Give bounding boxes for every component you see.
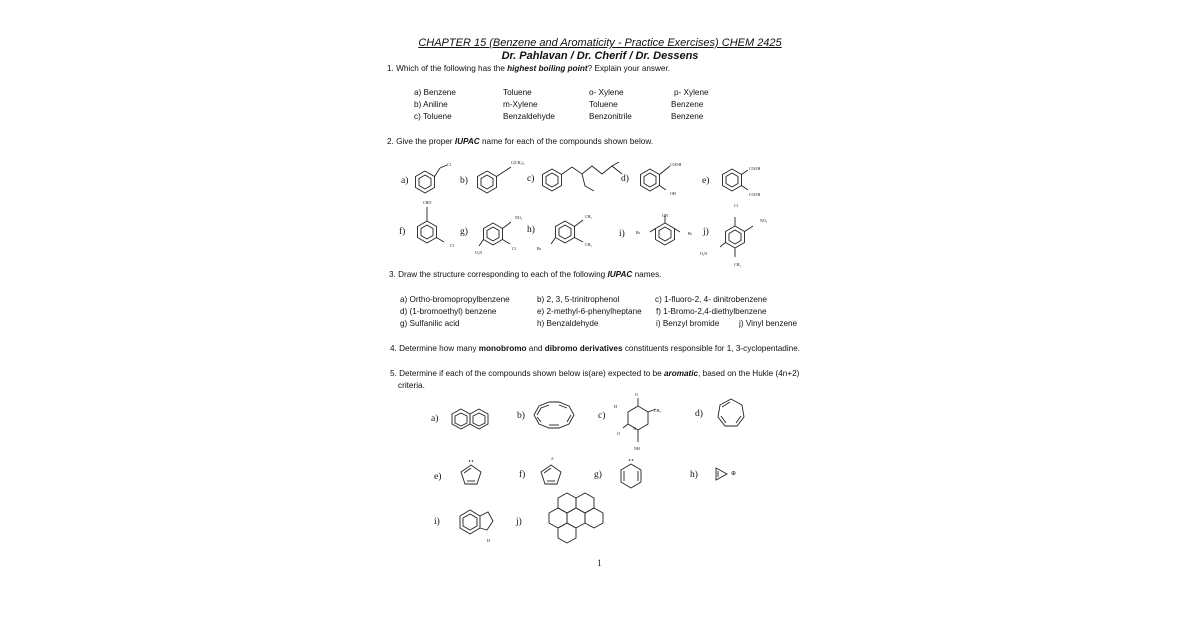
sub-br-i1: Br: [636, 230, 640, 235]
q3-item-b: b) 2, 3, 5-trinitrophenol: [537, 295, 620, 304]
structure-5c: [623, 398, 656, 442]
sub-cho-f: CHO: [423, 200, 432, 205]
sub-oh-i: OH: [662, 213, 668, 218]
sub-cooh-e1: COOH: [749, 166, 761, 171]
sub-cl-f: Cl: [450, 243, 454, 248]
structure-2a: [416, 165, 448, 193]
q3-text: 3. Draw the structure corresponding to each of the following: [389, 270, 608, 279]
structure-2d: [641, 166, 671, 191]
q1-row-a-c2: Toluene: [503, 88, 532, 97]
q4-text-mid: and: [526, 344, 545, 353]
sub-cooh-d: COOH: [670, 162, 682, 167]
q5-label-e: e): [434, 472, 442, 482]
sub-cl-g: Cl: [512, 246, 516, 251]
sub-no2-g: NO₂: [515, 215, 523, 220]
q2-text: 2. Give the proper: [387, 137, 455, 146]
q2-label-j: j): [703, 227, 709, 237]
q4-bold-2: dibromo derivatives: [544, 344, 623, 353]
q1-row-b-c4: Benzene: [671, 100, 704, 109]
q3-item-i: i) Benzyl bromide: [656, 319, 720, 328]
structure-5a: [452, 409, 488, 429]
q5-label-a: a): [431, 414, 439, 424]
q2-label-c: c): [527, 174, 535, 184]
q5-text: 5. Determine if each of the compounds shown below is(are) expected to be: [390, 369, 664, 378]
q3-item-j: j) Vinyl benzene: [739, 319, 798, 328]
q5-label-c: c): [598, 411, 606, 421]
structure-5i: [460, 510, 493, 534]
q5-label-f: f): [519, 470, 526, 480]
sub-o-top: O: [635, 392, 638, 397]
q2-label-i: i): [619, 229, 625, 239]
document-title: CHAPTER 15 (Benzene and Aromaticity - Practice Exercises) CHEM 2425: [418, 37, 782, 49]
question-5: [390, 369, 799, 378]
structure-2e: [723, 169, 749, 191]
structure-5b: [534, 402, 574, 428]
sub-br-h: Br: [537, 246, 541, 251]
q5-label-g: g): [594, 470, 602, 480]
document-authors: Dr. Pahlavan / Dr. Cherif / Dr. Dessens: [501, 50, 699, 62]
question-2: [387, 137, 653, 146]
sub-ch3-j: CH₃: [734, 262, 741, 267]
q2-label-g: g): [460, 227, 468, 237]
structure-5f: [541, 465, 561, 484]
sub-oh-d: OH: [670, 191, 676, 196]
q1-row-a-c1: a) Benzene: [414, 88, 456, 97]
sub-h-c: H: [614, 404, 617, 409]
structure-5g: [621, 459, 641, 488]
q5-text-end: , based on the Hukle (4n+2): [698, 369, 800, 378]
structure-2i: [650, 216, 680, 245]
q4-text: 4. Determine how many: [390, 344, 479, 353]
sub-br-i2: Br: [688, 231, 692, 236]
q5-label-b: b): [517, 411, 525, 421]
sub-cl-a: Cl: [447, 162, 451, 167]
q5-label-h: h): [690, 470, 698, 480]
q5-bold: aromatic: [663, 369, 699, 378]
q5-structures: [420, 385, 760, 555]
sub-no2-j: NO₂: [760, 218, 768, 223]
sub-n-c: N: [633, 426, 636, 431]
sub-plus-h: ⊕: [731, 471, 737, 477]
sub-o2n-g: O₂N: [475, 250, 483, 255]
q1-row-b-c2: m-Xylene: [503, 100, 538, 109]
q1-row-b-c3: Toluene: [589, 100, 618, 109]
q3-item-c: c) 1-fluoro-2, 4- dinitrobenzene: [655, 295, 767, 304]
sub-cch3-c: C(CH₃)₃: [511, 160, 525, 165]
sub-charge-f: 2-: [551, 456, 555, 461]
q2-text-end: name for each of the compounds shown below.: [479, 137, 654, 146]
q1-text: 1. Which of the following has the: [387, 64, 508, 73]
structure-2c: [543, 162, 623, 191]
q2-structures: [380, 150, 780, 275]
q3-item-d: d) (1-bromoethyl) benzene: [400, 307, 497, 316]
q1-row-c-c2: Benzaldehyde: [503, 112, 555, 121]
question-1: [387, 64, 670, 73]
q3-item-g: g) Sulfanilic acid: [400, 319, 460, 328]
question-5-line2: criteria.: [398, 381, 425, 390]
q4-text-end: constituents responsible for 1, 3-cyclopentadine.: [622, 344, 801, 353]
structure-2b: [478, 167, 512, 193]
q3-item-e: e) 2-methyl-6-phenylheptane: [537, 307, 642, 316]
q3-text-end: names.: [632, 270, 662, 279]
q2-label-e: e): [702, 176, 710, 186]
sub-h-i: H: [487, 538, 490, 543]
q4-bold-1: monobromo: [478, 344, 527, 353]
q1-row-a-c3: o- Xylene: [589, 88, 624, 97]
sub-cl-j: Cl: [734, 203, 738, 208]
q3-bold: IUPAC: [607, 270, 633, 279]
page-number: 1: [597, 558, 602, 568]
structure-2j: [720, 217, 753, 257]
structure-5e: [461, 460, 481, 484]
q3-item-h: h) Benzaldehyde: [537, 319, 599, 328]
structure-5j: [549, 493, 603, 543]
q3-item-f: f) 1-Bromo-2,4-diethylbenzene: [656, 307, 767, 316]
sub-o2n-j: O₂N: [700, 251, 708, 256]
q1-bold: highest boiling point: [507, 64, 588, 73]
q2-label-f: f): [399, 227, 406, 237]
q1-row-c-c4: Benzene: [671, 112, 704, 121]
q2-bold: IUPAC: [454, 137, 480, 146]
q1-row-c-c1: c) Toluene: [414, 112, 452, 121]
q1-row-b-c1: b) Aniline: [414, 100, 448, 109]
q2-label-b: b): [460, 176, 468, 186]
q5-label-j: j): [516, 517, 522, 527]
q1-text-end: ? Explain your answer.: [587, 64, 671, 73]
structure-2h: [551, 220, 583, 244]
sub-ch3-h1: CH₃: [585, 214, 592, 219]
question-3: [389, 270, 661, 279]
q2-label-h: h): [527, 225, 535, 235]
question-4: [390, 344, 800, 353]
q1-row-a-c4: p- Xylene: [674, 88, 709, 97]
sub-ch3-h2: CH₃: [585, 242, 592, 247]
q5-label-i: i): [434, 517, 440, 527]
structure-2g: [479, 222, 511, 246]
q3-item-a: a) Ortho-bromopropylbenzene: [400, 295, 510, 304]
structure-5h: [716, 468, 727, 480]
q2-label-d: d): [621, 174, 629, 184]
q2-label-a: a): [401, 176, 409, 186]
structure-2f: [418, 207, 445, 243]
q1-row-c-c3: Benzonitrile: [589, 112, 632, 121]
q5-label-d: d): [695, 409, 703, 419]
sub-cooh-e2: COOH: [749, 192, 761, 197]
sub-ch3-c: CH₃: [654, 408, 661, 413]
structure-5d: [718, 399, 744, 426]
sub-nh-c: NH: [634, 446, 640, 451]
sub-o-bottom: O: [617, 431, 620, 436]
